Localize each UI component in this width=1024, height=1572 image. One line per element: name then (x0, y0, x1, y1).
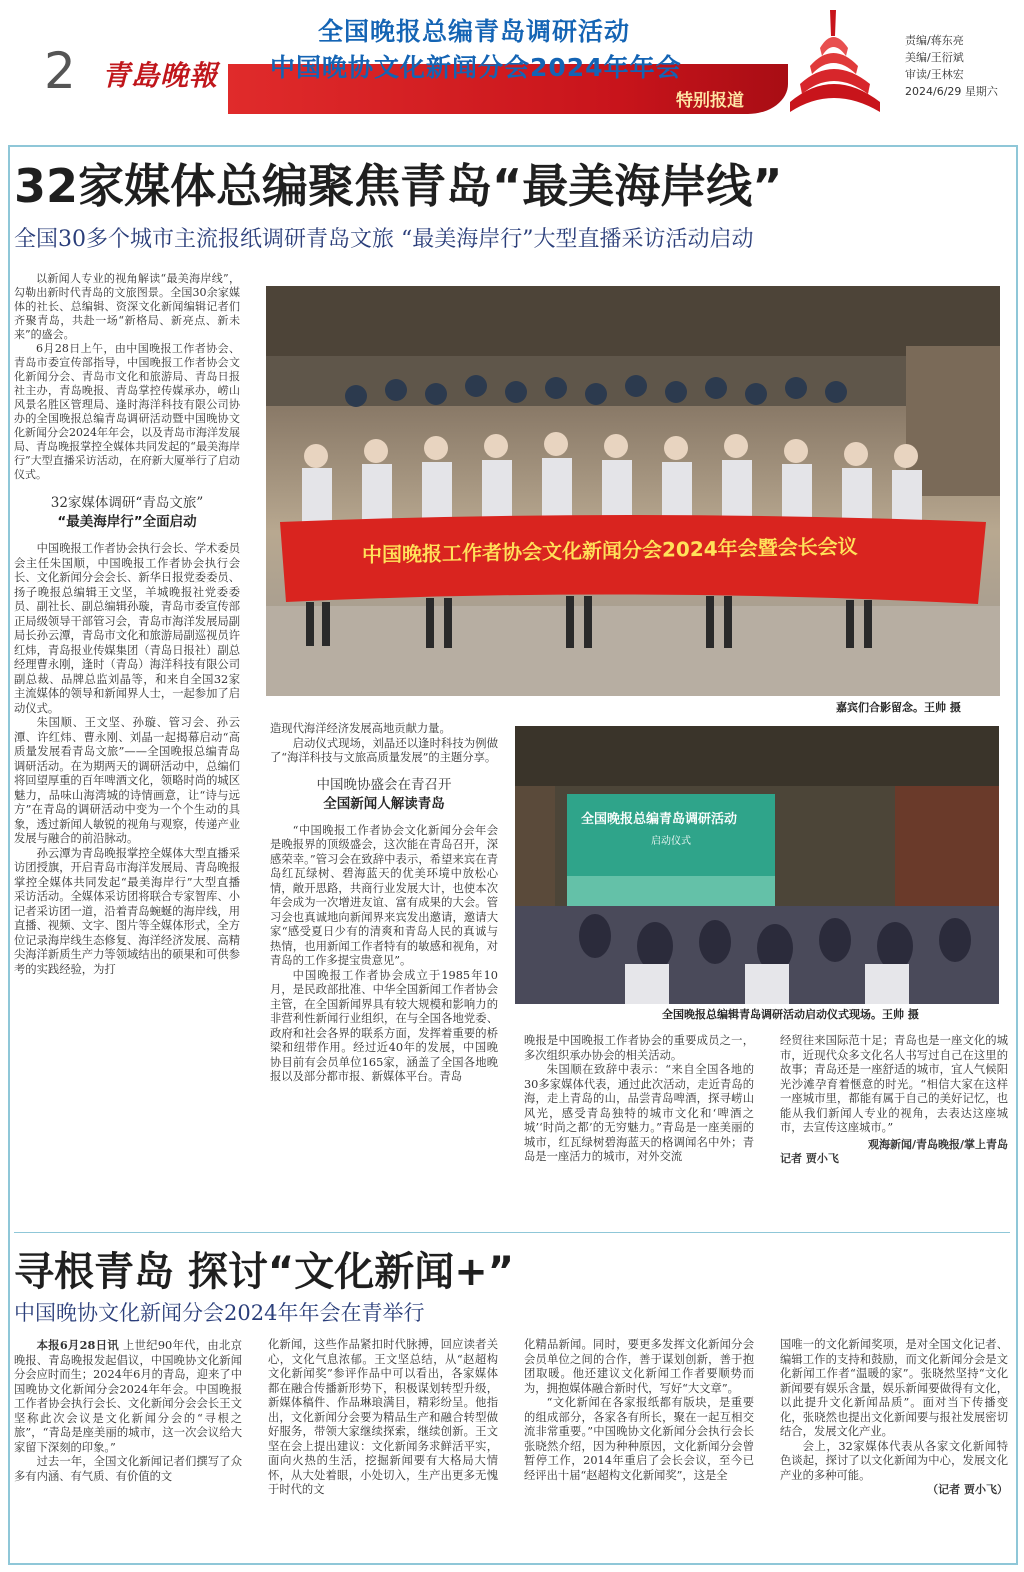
masthead (0, 0, 1024, 135)
article1-column-1 (14, 272, 240, 1232)
reporter-name: 记者 贾小飞 (780, 1152, 839, 1165)
article2-paragraph: 会上，32家媒体代表从各家文化新闻特色谈起，探讨了以文化新闻为中心，发展文化产业的多种可能。 (780, 1439, 1008, 1482)
article2-paragraph: 化新闻，这些作品紧扣时代脉搏，回应读者关心，文化气息浓郁。王文坚总结，从“赵超构文化新闻奖”参评作品中可以看出，各家媒体都在融合传播新形势下，积极谋划转型升级，新媒体稿件、作品琳琅满目，精彩纷呈。他指出，文化新闻分会要为精品生产和融合转型做好服务，带领大家继续探索，继续创新。王文坚在会上提出建议：文化新闻务求鲜活平实，面向火热的生活，挖掘新闻要有大格局大情怀，从大处着眼，小处切入，生产出更多无愧于时代的文 (268, 1338, 498, 1496)
article1-column-4 (780, 1034, 1008, 1232)
article2-subheadline: 中国晚协文化新闻分会2024年年会在青举行 (14, 1301, 425, 1325)
article1-reporter (780, 1152, 1008, 1167)
article1-paragraph: 造现代海洋经济发展高地贡献力量。 (270, 722, 451, 735)
article2-column-1 (14, 1338, 242, 1563)
article1-section2-subtitle: 全国新闻人解读青岛 (323, 795, 445, 812)
banner-text: 中国晚报工作者协会文化新闻分会2024年会暨会长会议 (362, 534, 858, 567)
article1-section1-subtitle: “最美海岸行”全面启动 (57, 514, 197, 530)
article2-paragraph: 上世纪90年代，由北京晚报、青岛晚报发起倡议，中国晚协文化新闻分会应时而生；2024年6月的青岛，迎来了中国晚协文化新闻分会2024年年会。中国晚报工作者协会执行会长、文化新闻分会会长王文坚称此次会议是文化新闻分会的“寻根之旅”，“青岛是座美丽的城市，这一次会议给大家留下深刻的印象。” (14, 1339, 242, 1454)
article2-signature: （记者 贾小飞） (927, 1483, 1008, 1496)
landmark-tower-icon (780, 6, 886, 118)
article1-paragraph: 朱国顺、王文坚、孙璇、管习会、孙云潭、许红炜、曹永刚、刘晶一起揭幕启动“高质量发展看青岛文旅”——全国晚报总编青岛调研活动。在为期两天的调研活动中，总编们将回望厚重的百年啤酒文化，领略时尚的城区魅力，品味山海湾城的诗情画意，让“诗与远方”在青岛的调研活动中变为一个个生动的具象，透过新闻人敏锐的视角与观察，传递产业发展与融合的前沿脉动。 (14, 716, 240, 845)
article2-paragraph: 国唯一的文化新闻奖项，是对全国文化记者、编辑工作的支持和鼓励，而文化新闻分会是文化新闻工作者“温暖的家”。张晓然坚持“文化新闻要有娱乐含量，娱乐新闻要做得有文化，以此提升文化新闻品质”。面对当下传播变化，张晓然也提出文化新闻要与报社发展密切结合，发展文化产业。 (780, 1338, 1008, 1438)
section-title-line2: 中国晚协文化新闻分会2024年年会 (270, 53, 682, 82)
article1-paragraph: 朱国顺在致辞中表示：“来自全国各地的30多家媒体代表，通过此次活动，走近青岛的海，走上青岛的山，品尝青岛啤酒，探寻崂山风光，感受青岛独特的城市文化和‘啤酒之城’‘时尚之都’的无穷魅力。”青岛是一座美丽的城市，红瓦绿树碧海蓝天的格调闻名中外；青岛是一座活力的城市，对外交流 (524, 1063, 754, 1163)
article1-section2-title: 中国晚协盛会在青召开 (316, 776, 452, 793)
article1-headline: 32家媒体总编聚焦青岛“最美海岸线” (14, 159, 783, 213)
article1-paragraph: 启动仪式现场，刘晶还以逢时科技为例做了“海洋科技与文旅高质量发展”的主题分享。 (270, 736, 498, 764)
article1-paragraph: 6月28日上午，由中国晚报工作者协会、青岛市委宣传部指导，中国晚报工作者协会文化新闻分会、青岛市文化和旅游局、青岛日报社主办，青岛晚报、青岛掌控传媒承办，崂山风景名胜区管理局、逢时海洋科技有限公司协办的全国晚报总编青岛调研活动暨中国晚协文化新闻分会2024年年会，以及青岛市海洋发展局、青岛晚报掌控全媒体共同发起的“最美海岸行”大型直播采访活动，在府新大厦举行了启动仪式。 (14, 342, 240, 481)
section-divider (14, 1232, 1010, 1233)
article1-paragraph: 经贸往来国际范十足；青岛也是一座文化的城市，近现代众多文化名人书写过自己在这里的故事；青岛还是一座舒适的城市，宜人气候阳光沙滩孕育着惬意的时光。“相信大家在这样一座城市里，都能有属于自己的美好记忆，也能从我们新闻人专业的视角，去表达这座城市，去宣传这座城市。” (780, 1034, 1008, 1134)
group-photo (266, 286, 1000, 696)
editor-credits (905, 32, 998, 100)
special-report-label: 特别报道 (676, 91, 744, 111)
article2-paragraph: 过去一年，全国文化新闻记者们撰写了众多有内涵、有气质、有价值的文 (14, 1455, 242, 1483)
article2-dateline: 本报6月28日讯 (36, 1338, 119, 1352)
issue-date: 2024/6/29 星期六 (905, 85, 998, 98)
credit-line: 美编/王衍斌 (905, 51, 964, 64)
article1-column-2 (270, 722, 498, 1232)
meeting-photo-caption: 全国晚报总编辑青岛调研活动启动仪式现场。王帅 摄 (662, 1008, 919, 1021)
article2-column-3 (524, 1338, 754, 1563)
credit-line: 责编/蒋东亮 (905, 34, 964, 47)
article2-paragraph: 化精品新闻。同时，要更多发挥文化新闻分会会员单位之间的合作，善于谋划创新，善于抱团取暖。他还建议文化新闻工作者要顺势而为，拥抱媒体融合新时代，写好“大文章”。 (524, 1338, 754, 1395)
article1-paragraph: 中国晚报工作者协会成立于1985年10月，是民政部批准、中华全国新闻工作者协会主管，在全国新闻界具有较大规模和影响力的非营利性新闻行业组织，在与全国各地党委、政府和社会各界的联系方面，发挥着重要的桥梁和纽带作用。经过近40年的发展，中国晚协目前有会员单位165家，涵盖了全国各地晚报以及部分都市报、新媒体平台。青岛 (270, 968, 498, 1083)
page-number: 2 (44, 42, 76, 100)
article1-lead: 以新闻人专业的视角解读“最美海岸线”，勾勒出新时代青岛的文旅图景。全国30余家媒体的社长、总编辑、资深文化新闻编辑记者们齐聚青岛，共赴一场“新格局、新亮点、新未来”的盛会。 (14, 272, 240, 341)
article1-paragraph: 晚报是中国晚报工作者协会的重要成员之一，多次组织承办协会的相关活动。 (524, 1034, 754, 1062)
article1-paragraph: 孙云潭为青岛晚报掌控全媒体大型直播采访团授旗，开启青岛市海洋发展局、青岛晚报掌控全媒体共同发起“最美海岸行”大型直播采访活动。全媒体采访团将联合专家智库、小记者采访团一道，沿着青岛蜿蜒的海岸线，用直播、视频、文字、图片等全媒体形式，全方位记录海岸线生态修复、海洋经济发展、高精尖海洋新质生产力等领域结出的硕果和可供参考的实践经验，为打 (14, 846, 240, 976)
article1-paragraph: “中国晚报工作者协会文化新闻分会年会是晚报界的顶级盛会，这次能在青岛召开，深感荣幸。”管习会在致辞中表示，希望来宾在青岛红瓦绿树、碧海蓝天的优美环境中放松心情，敞开思路，共商行业发展大计，也使本次年会成为一次增进友谊、富有成果的大会。管习会也真诚地向新闻界来宾发出邀请，邀请大家“感受夏日少有的清爽和青岛人民的真诚与热情，也用新闻工作者特有的敏感和视角，对青岛的工作多提宝贵意见”。 (270, 823, 498, 967)
meeting-photo-illustration (515, 726, 999, 1004)
screen-subtitle: 启动仪式 (651, 836, 691, 847)
group-photo-illustration (266, 286, 1000, 696)
article2-column-2 (268, 1338, 498, 1563)
credit-line: 审读/王林宏 (905, 68, 964, 81)
article1-paragraph: 中国晚报工作者协会执行会长、学术委员会主任朱国顺，中国晚报工作者协会执行会长、文化新闻分会会长、新华日报党委委员、扬子晚报总编辑王文坚，羊城晚报社党委委员、副社长、副总编辑孙璇，青岛市委宣传部正局级领导干部管习会，青岛市海洋发展局副局长孙云潭，青岛市文化和旅游局副巡视员许红炜，青岛报业传媒集团（青岛日报社）副总经理曹永刚，逢时（青岛）海洋科技有限公司副总裁、品牌总监刘晶等，和来自全国32家主流媒体的领导和新闻界人士，一起参加了启动仪式。 (14, 542, 240, 715)
article1-source: 观海新闻/青岛晚报/掌上青岛 (867, 1137, 1008, 1151)
article1-section1-title: 32家媒体调研“青岛文旅” (50, 495, 204, 511)
article2-headline: 寻根青岛 探讨“文化新闻+” (14, 1249, 515, 1295)
article2-column-4 (780, 1338, 1008, 1563)
article2-paragraph: “文化新闻在各家报纸都有版块，是重要的组成部分，各家各有所长，聚在一起互相交流非常重要。”中国晚协文化新闻分会执行会长张晓然介绍，因为种种原因，文化新闻分会曾暂停工作，2014年重启了会长会议，至今已经评出十届“赵超构文化新闻奖”，这是全 (524, 1396, 754, 1482)
screen-title: 全国晚报总编青岛调研活动 (581, 812, 738, 827)
meeting-photo (515, 726, 999, 1004)
article1-subheadline: 全国30多个城市主流报纸调研青岛文旅 “最美海岸行”大型直播采访活动启动 (14, 227, 754, 252)
section-title-line1: 全国晚报总编青岛调研活动 (318, 17, 631, 46)
paper-logo: 青島晚報 (102, 59, 219, 92)
group-photo-caption: 嘉宾们合影留念。王帅 摄 (836, 701, 961, 714)
article1-column-3 (524, 1034, 754, 1232)
